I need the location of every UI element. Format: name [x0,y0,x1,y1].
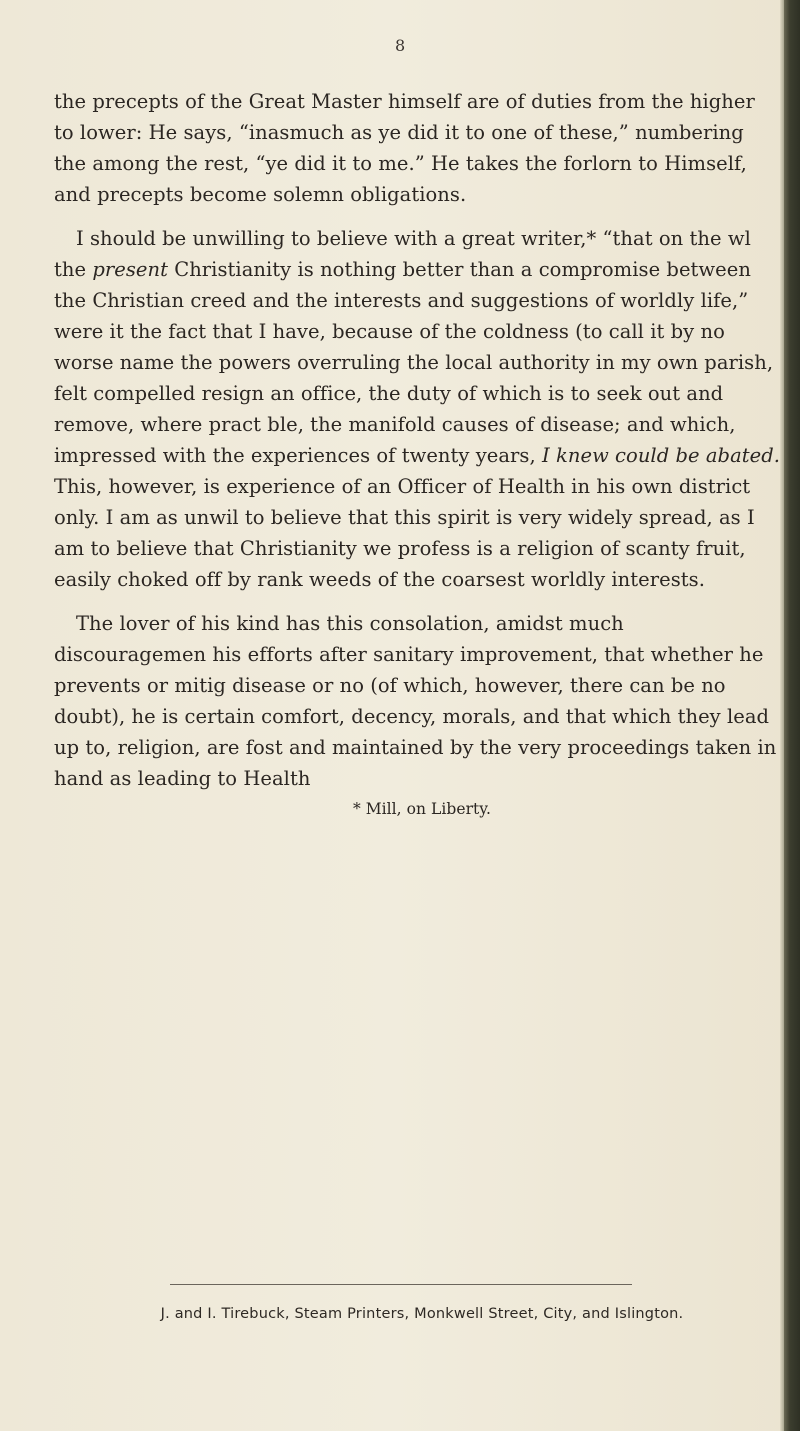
book-binding [784,0,800,1431]
footnote: * Mill, on Liberty. [352,800,492,818]
paragraph-2-text-a: I should be unwilling to believe with a great writer,* “that on the wl the [54,227,751,281]
paragraph-2-text-b: Christianity is nothing better than a compromise between the Christian creed and the interests and suggestions of worldly life,” were it the fact that I have, because of the coldness (to call it by no worse name the powers overruling the local authority in my own parish, felt compelled resign an office, the duty of which is to seek out and remove, where pract ble, the manifold causes of disease; and which, impressed with the experiences of twenty years, [54,258,774,467]
printer-imprint: J. and I. Tirebuck, Steam Printers, Monkwell Street, City, and Islington. [160,1306,684,1322]
paragraph-1: the precepts of the Great Master himself are of duties from the higher to lower: He says, “inasmuch as ye did it to one of these,” numbering the among the rest, “ye did it to me.” He takes the forlorn to Himself, and precepts become solemn obligations. [54,90,755,206]
paragraph-2-italic-abated: I knew could be abated. [542,444,781,467]
paragraph-2-italic-present: present [92,258,168,281]
paragraph-3: The lover of his kind has this consolation, amidst much discouragemen his efforts after sanitary improvement, that whether he prevents or mitig disease or no (of which, however, there can be no doubt), he is certain comfort, decency, morals, and that which they lead up to, religion, are fost and maintained by the very proceedings taken in hand as leading to Health [54,612,777,790]
imprint-rule [170,1284,632,1285]
paragraph-2-text-c: This, however, is experience of an Officer of Health in his own district only. I am as unwil to believe that this spirit is very widely spread, as I am to believe that Christianity we profess is a religion of scanty fruit, easily choked off by rank weeds of the coarsest worldly interests. [54,475,755,591]
page-number: 8 [395,36,406,55]
paragraph-2 [54,223,780,595]
body-text [54,86,780,820]
